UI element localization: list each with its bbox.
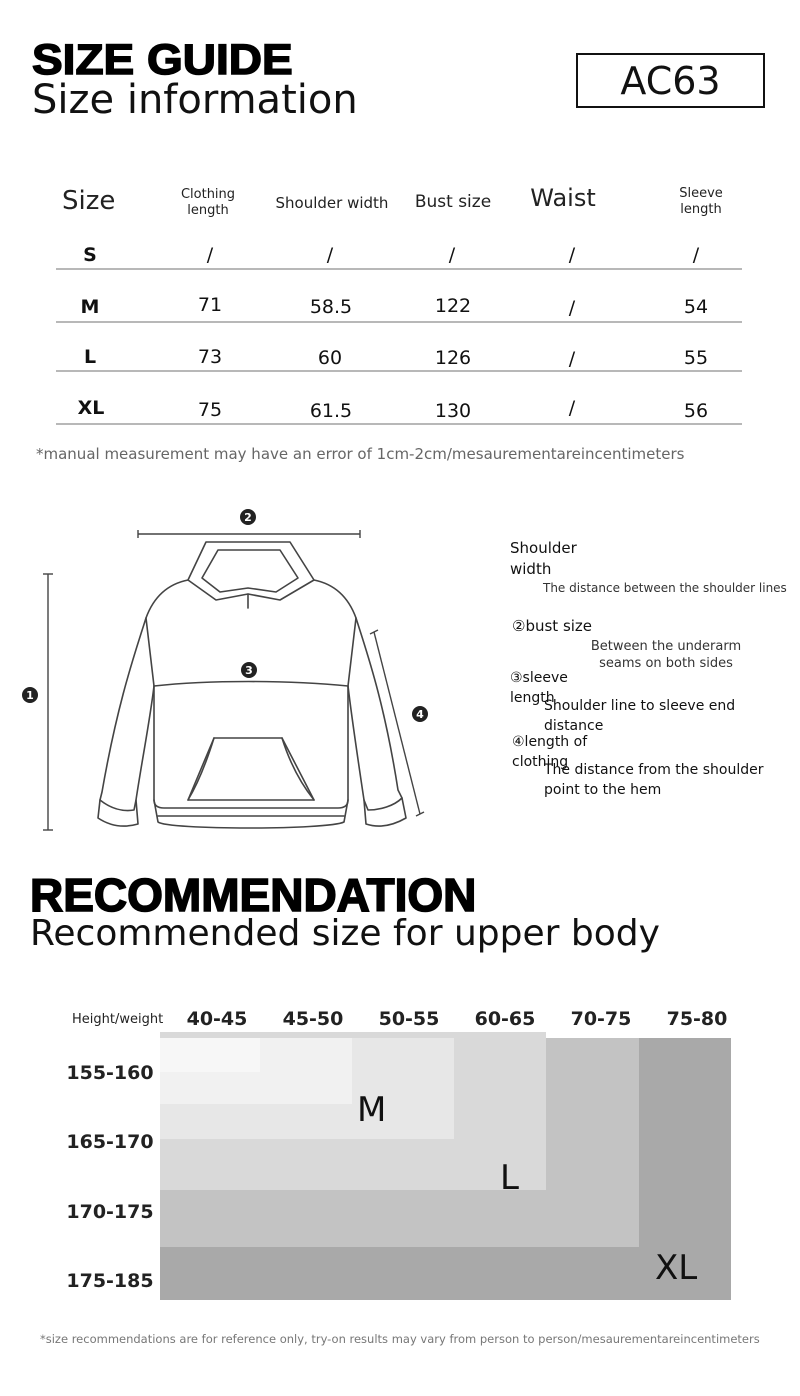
height-row-label: 170-175 — [66, 1201, 154, 1223]
cell-waist: / — [568, 397, 576, 419]
header-bust-size: Bust size — [414, 192, 492, 212]
size-label-xl: XL — [655, 1248, 698, 1288]
legend-sleeve-desc: Shoulder line to sleeve end distance — [544, 698, 736, 734]
cell-clothing-length: 71 — [197, 294, 223, 316]
header-clothing-length: Clothing length — [180, 187, 236, 218]
table-divider — [56, 321, 742, 323]
header-waist: Waist — [530, 184, 596, 212]
weight-column-label: 70-75 — [570, 1008, 632, 1030]
cell-size: XL — [77, 397, 105, 419]
legend-bust-title: ②bust size — [512, 617, 593, 635]
table-divider — [56, 423, 742, 425]
legend-length-title: ④length of clothing — [512, 734, 588, 770]
cell-sleeve-length: 56 — [683, 400, 709, 422]
cell-size: M — [80, 296, 100, 318]
table-divider — [56, 370, 742, 372]
height-row-label: 165-170 — [66, 1131, 154, 1153]
height-weight-label: Height/weight — [72, 1012, 164, 1027]
recommendation-subtitle: Recommended size for upper body — [30, 913, 660, 954]
legend-shoulder-title: Shoulder width — [510, 539, 577, 578]
weight-column-label: 75-80 — [666, 1008, 728, 1030]
height-row-label: 155-160 — [66, 1062, 154, 1084]
legend-length-desc: The distance from the shoulder point to the hem — [544, 762, 764, 798]
cell-shoulder-width: / — [326, 244, 334, 266]
cell-size: S — [83, 244, 97, 266]
cell-clothing-length: 75 — [197, 399, 223, 421]
cell-waist: / — [568, 244, 576, 266]
legend-shoulder-desc: The distance between the shoulder lines — [543, 581, 787, 595]
cell-size: L — [83, 346, 97, 368]
recommendation-footnote: *size recommendations are for reference only, try-on results may vary from person to person/mesaurementareincentimeters — [40, 1332, 760, 1346]
legend-bust-desc: Between the underarm seams on both sides — [590, 639, 742, 671]
size-label-l: L — [500, 1158, 519, 1198]
cell-sleeve-length: 54 — [683, 296, 709, 318]
height-row-label: 175-185 — [66, 1270, 154, 1292]
header-shoulder-width: Shoulder width — [275, 194, 389, 212]
cell-clothing-length: 73 — [197, 346, 223, 368]
cell-bust-size: 126 — [434, 347, 472, 369]
measurement-note: *manual measurement may have an error of 1cm-2cm/mesaurementareincentimeters — [36, 445, 685, 463]
cell-shoulder-width: 60 — [317, 347, 343, 369]
cell-bust-size: 130 — [434, 400, 472, 422]
legend-sleeve-title: ③sleeve length — [510, 670, 568, 706]
size-label-m: M — [357, 1090, 387, 1130]
cell-clothing-length: / — [206, 244, 214, 266]
marker-1: 1 — [26, 689, 34, 702]
cell-bust-size: / — [448, 244, 456, 266]
weight-column-label: 60-65 — [474, 1008, 536, 1030]
recommendation-title: RECOMMENDATION — [30, 869, 477, 921]
marker-3: 3 — [245, 664, 253, 677]
cell-shoulder-width: 61.5 — [309, 400, 353, 422]
weight-column-label: 40-45 — [186, 1008, 248, 1030]
hoodie-diagram — [18, 500, 448, 845]
marker-4: 4 — [416, 708, 424, 721]
cell-bust-size: 122 — [434, 295, 472, 317]
hoodie-illustration — [18, 500, 448, 845]
cell-sleeve-length: / — [692, 244, 700, 266]
marker-2: 2 — [244, 511, 252, 524]
product-code-box — [576, 53, 765, 108]
cell-waist: / — [568, 297, 576, 319]
cell-shoulder-width: 58.5 — [309, 296, 353, 318]
header-sleeve-length: Sleeve length — [679, 186, 723, 217]
weight-column-label: 45-50 — [282, 1008, 344, 1030]
table-divider — [56, 268, 742, 270]
cell-waist: / — [568, 348, 576, 370]
product-code: AC63 — [620, 58, 721, 103]
size-guide-title: SIZE GUIDE — [32, 35, 293, 84]
header-size: Size — [62, 186, 116, 216]
size-region-lightest — [160, 1038, 260, 1072]
cell-sleeve-length: 55 — [683, 347, 709, 369]
size-information-subtitle: Size information — [32, 77, 358, 123]
weight-column-label: 50-55 — [378, 1008, 440, 1030]
